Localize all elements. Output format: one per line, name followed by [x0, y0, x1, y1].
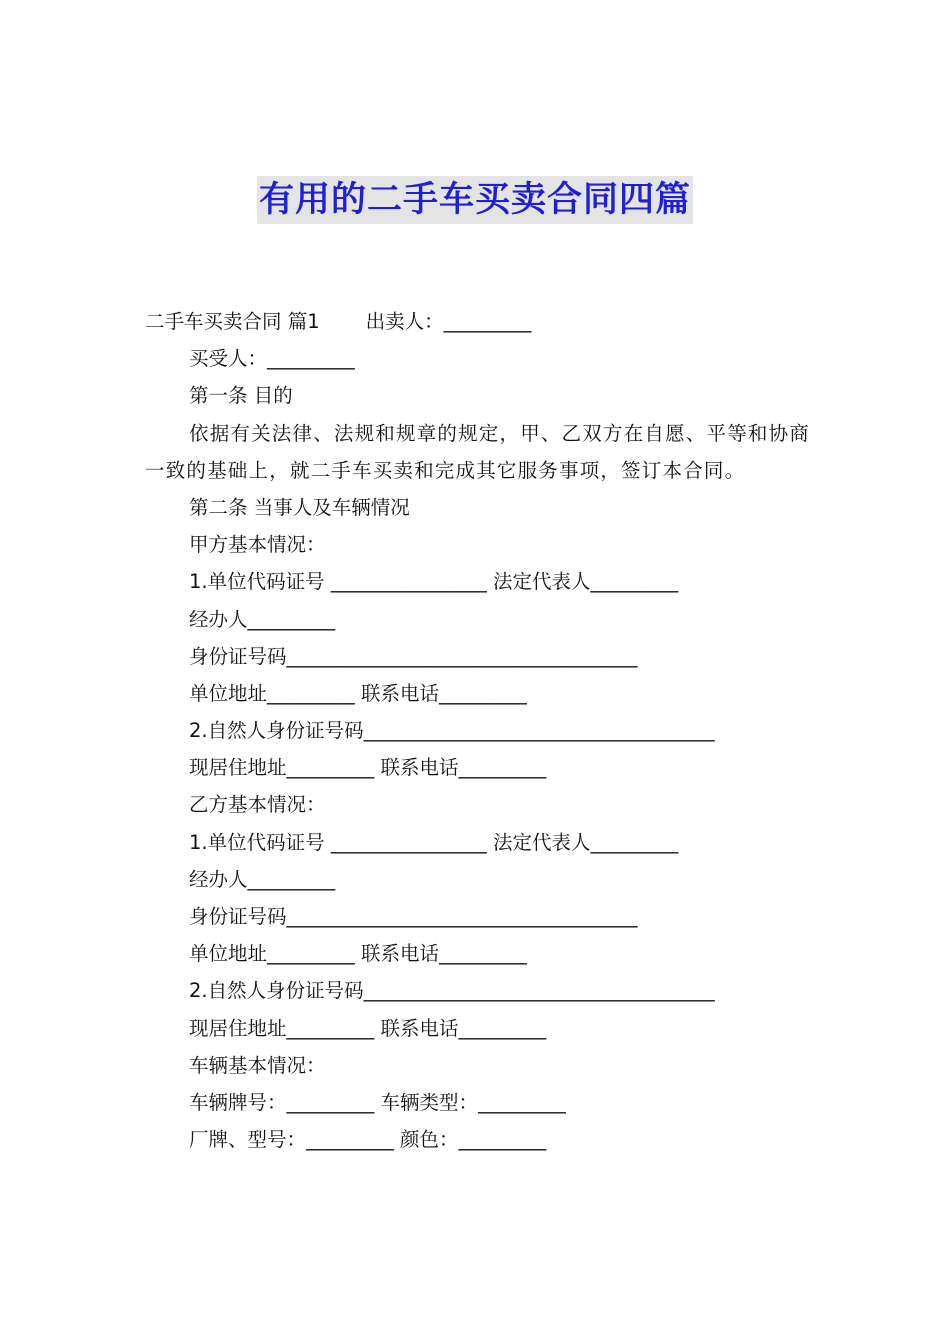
- contract-heading: 二手车买卖合同 篇1: [145, 310, 320, 333]
- buyer-line: 买受人：_________: [189, 347, 355, 371]
- party-b-agent-line: 经办人_________: [189, 867, 336, 891]
- vehicle-model-line: 厂牌、型号：_________ 颜色：_________: [189, 1128, 547, 1152]
- article-1-heading: 第一条 目的: [189, 384, 293, 408]
- party-a-heading: 甲方基本情况：: [189, 533, 326, 557]
- seller-field: 出卖人：_________: [365, 310, 532, 333]
- party-a-id-line: 身份证号码____________________________________: [189, 644, 638, 668]
- party-b-address-line: 单位地址_________ 联系电话_________: [189, 942, 527, 966]
- party-a-org-code-line: 1.单位代码证号 ________________ 法定代表人_________: [189, 570, 679, 594]
- article-1-paragraph: 依据有关法律、法规和规章的规定，甲、乙双方在自愿、平等和协商一致的基础上，就二手车买卖和完成其它服务事项，签订本合同。: [145, 421, 811, 482]
- party-a-address-line: 单位地址_________ 联系电话_________: [189, 681, 527, 705]
- party-b-residence-line: 现居住地址_________ 联系电话_________: [189, 1016, 547, 1040]
- first-line: [145, 303, 810, 340]
- party-b-org-code-line: 1.单位代码证号 ________________ 法定代表人_________: [189, 830, 679, 854]
- article-2-heading: 第二条 当事人及车辆情况: [189, 495, 410, 519]
- vehicle-heading: 车辆基本情况：: [189, 1053, 326, 1077]
- title-wrap: [0, 176, 950, 224]
- party-a-person-id-line: 2.自然人身份证号码____________________________________: [189, 719, 715, 743]
- document-body: [145, 303, 810, 1158]
- document-title: 有用的二手车买卖合同四篇: [257, 176, 693, 224]
- party-b-person-id-line: 2.自然人身份证号码____________________________________: [189, 979, 715, 1003]
- party-b-id-line: 身份证号码____________________________________: [189, 905, 638, 929]
- party-b-heading: 乙方基本情况：: [189, 793, 326, 817]
- party-a-residence-line: 现居住地址_________ 联系电话_________: [189, 756, 547, 780]
- party-a-agent-line: 经办人_________: [189, 607, 336, 631]
- vehicle-plate-line: 车辆牌号：_________ 车辆类型：_________: [189, 1090, 566, 1114]
